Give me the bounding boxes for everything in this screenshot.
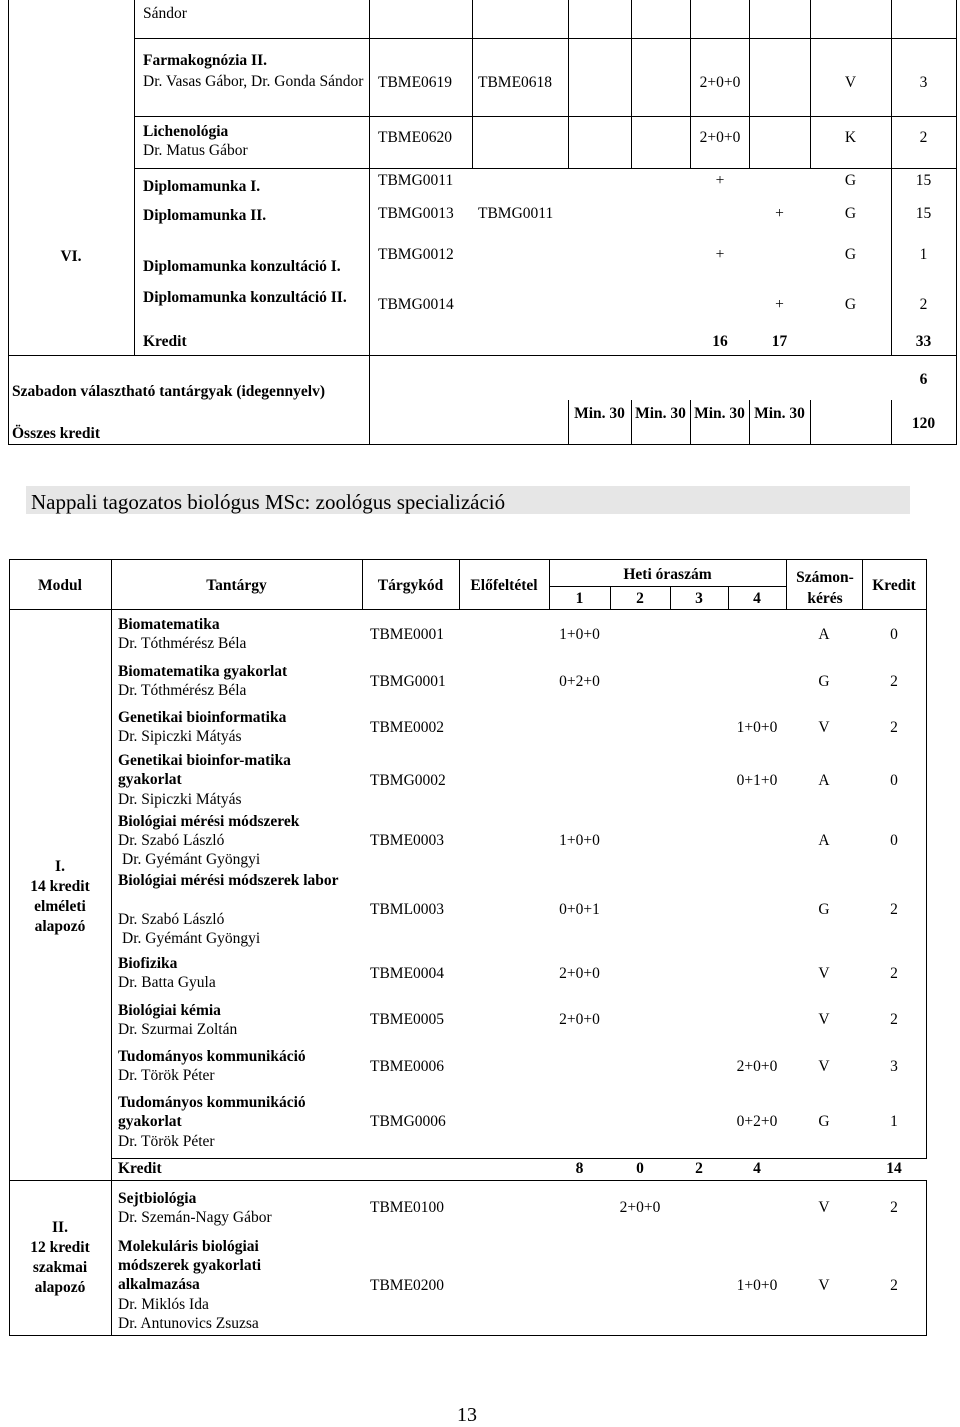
exam-type: G: [818, 1113, 830, 1130]
header-szamonkeres: Számon-kérés: [796, 569, 854, 607]
header-semester-4: 4: [753, 590, 761, 607]
exam-type: G: [818, 901, 830, 918]
subject-code: TBML0003: [370, 901, 445, 918]
min-credit: Min. 30: [754, 405, 805, 422]
subject-name: Biológiai mérési módszerek: [118, 813, 300, 830]
subject-name: Genetikai bioinformatika: [118, 709, 287, 726]
subject-code: TBME0006: [370, 1058, 445, 1075]
module-ii-number: II.: [52, 1219, 68, 1236]
free-electives-credit: 6: [919, 371, 928, 388]
subject-name: Biomatematika gyakorlat: [118, 663, 288, 680]
header-semester-2: 2: [636, 590, 644, 607]
weekly-hours: 1+0+0: [559, 626, 600, 643]
header-elofeltetel: Előfeltétel: [470, 577, 538, 594]
subject-teacher: Dr. Vasas Gábor, Dr. Gonda Sándor: [143, 73, 364, 90]
header-kredit: Kredit: [872, 577, 916, 594]
kredit-label: Kredit: [143, 333, 187, 350]
exam-type: G: [844, 172, 857, 189]
subject-code: TBME0002: [370, 719, 445, 736]
subject-code: TBME0005: [370, 1011, 445, 1028]
subject-code: TBMG0002: [370, 772, 446, 789]
page-number: 13: [457, 1404, 477, 1426]
subject-code: TBMG0006: [370, 1113, 446, 1130]
credit-value: 2: [919, 129, 928, 146]
exam-type: V: [818, 1277, 830, 1294]
credit-value: 2: [890, 965, 898, 982]
credit-value: 3: [890, 1058, 898, 1075]
subject-code: TBMG0013: [378, 205, 454, 222]
subject-name: Sejtbiológia: [118, 1190, 197, 1207]
header-tantargy: Tantárgy: [206, 577, 267, 594]
subject-code: TBME0001: [370, 626, 445, 643]
module-i-description: 14 kredit elméleti alapozó: [30, 878, 90, 935]
weekly-hours: 0+2+0: [736, 1113, 778, 1130]
subject-name: Diplomamunka konzultáció I.: [143, 258, 341, 275]
subject-code: TBMG0012: [378, 246, 454, 263]
credit-value: 0: [890, 626, 898, 643]
weekly-hours: 2+0+0: [559, 965, 600, 982]
credit-value: 2: [890, 719, 898, 736]
weekly-hours: 1+0+0: [736, 1277, 778, 1294]
weekly-hours: +: [715, 246, 725, 263]
credit-value: 1: [919, 246, 928, 263]
exam-type: V: [818, 719, 830, 736]
subject-teacher: Dr. Török Péter: [118, 1067, 215, 1084]
subject-name: Tudományos kommunikáció gyakorlat: [118, 1094, 306, 1130]
exam-type: V: [818, 965, 830, 982]
weekly-hours: 1+0+0: [736, 719, 778, 736]
exam-type: V: [818, 1011, 830, 1028]
exam-type: V: [844, 74, 857, 91]
subject-teacher: Dr. Szabó László: [118, 832, 225, 849]
exam-type: G: [844, 246, 857, 263]
subject-teacher: Dr. Matus Gábor: [143, 142, 248, 159]
subject-teacher: Dr. Batta Gyula: [118, 974, 216, 991]
subject-code: TBMG0001: [370, 673, 446, 690]
subject-name: Genetikai bioinfor-matika gyakorlat: [118, 752, 291, 788]
subject-code: TBMG0011: [378, 172, 454, 189]
kredit-sum: 2: [695, 1160, 703, 1177]
exam-type: V: [818, 1058, 830, 1075]
min-credit: Min. 30: [574, 405, 625, 422]
exam-type: V: [818, 1199, 830, 1216]
subject-name: Tudományos kommunikáció: [118, 1048, 306, 1065]
module-ii-description: 12 kredit szakmai alapozó: [30, 1239, 90, 1296]
subject-name: Biomatematika: [118, 616, 220, 633]
subject-teacher: Dr. Sipiczki Mátyás: [118, 728, 242, 745]
exam-type: G: [844, 205, 857, 222]
section-title: Nappali tagozatos biológus MSc: zoológus specializáció: [31, 490, 506, 514]
subject-name: Lichenológia: [143, 123, 229, 140]
credit-value: 2: [890, 901, 898, 918]
weekly-hours: 0+1+0: [736, 772, 778, 789]
header-semester-3: 3: [695, 590, 703, 607]
exam-type: A: [818, 626, 830, 643]
total-credit-value: 120: [911, 415, 936, 432]
weekly-hours: 0+0+1: [559, 901, 600, 918]
subject-name: Farmakognózia II.: [143, 52, 267, 69]
credit-value: 2: [919, 296, 928, 313]
credit-value: 3: [919, 74, 928, 91]
prerequisite: TBME0618: [478, 74, 553, 91]
weekly-hours: 2+0+0: [559, 1011, 600, 1028]
header-heti-oraszam: Heti óraszám: [623, 566, 712, 583]
subject-teacher: Dr. Tóthmérész Béla: [118, 682, 247, 699]
kredit-sum: 4: [753, 1160, 761, 1177]
subject-teacher: Dr. Gyémánt Gyöngyi: [122, 851, 261, 868]
free-electives-label: Szabadon választható tantárgyak (idegennyelv): [12, 383, 326, 400]
subject-teacher: Dr. Gyémánt Gyöngyi: [122, 930, 261, 947]
subject-code: TBME0620: [378, 129, 453, 146]
subject-code: TBMG0014: [378, 296, 454, 313]
kredit-label: Kredit: [118, 1160, 162, 1177]
subject-code: TBME0004: [370, 965, 445, 982]
min-credit: Min. 30: [635, 405, 686, 422]
weekly-hours: 1+0+0: [559, 832, 600, 849]
kredit-sum: 0: [636, 1160, 644, 1177]
credit-value: 15: [915, 172, 932, 189]
weekly-hours: 2+0+0: [699, 74, 741, 91]
weekly-hours: +: [775, 296, 784, 313]
credit-value: 0: [890, 832, 898, 849]
min-credit: Min. 30: [694, 405, 745, 422]
subject-teacher: Dr. Antunovics Zsuzsa: [118, 1315, 259, 1332]
first-row-text: Sándor: [143, 5, 187, 22]
weekly-hours: +: [715, 172, 725, 189]
header-targykod: Tárgykód: [377, 577, 444, 594]
subject-name: Molekuláris biológiai módszerek gyakorlati alkalmazása: [118, 1238, 262, 1293]
subject-code: TBME0619: [378, 74, 453, 91]
subject-name: Biológiai kémia: [118, 1002, 221, 1019]
subject-teacher: Dr. Szemán-Nagy Gábor: [118, 1209, 272, 1226]
exam-type: A: [818, 832, 830, 849]
credit-value: 2: [890, 673, 898, 690]
kredit-sum: 33: [915, 333, 932, 350]
header-modul: Modul: [38, 577, 82, 594]
subject-teacher: Dr. Szurmai Zoltán: [118, 1021, 238, 1038]
subject-code: TBME0003: [370, 832, 445, 849]
subject-teacher: Dr. Török Péter: [118, 1133, 215, 1150]
weekly-hours: 2+0+0: [736, 1058, 778, 1075]
subject-name: Biológiai mérési módszerek labor: [118, 872, 339, 889]
weekly-hours: 0+2+0: [559, 673, 600, 690]
weekly-hours: 2+0+0: [699, 129, 741, 146]
weekly-hours: +: [775, 205, 784, 222]
kredit-sum: 14: [886, 1160, 902, 1177]
subject-teacher: Dr. Sipiczki Mátyás: [118, 791, 242, 808]
total-credit-label: Összes kredit: [12, 425, 100, 442]
credit-value: 15: [915, 205, 932, 222]
kredit-sum: 17: [771, 333, 788, 350]
exam-type: K: [844, 129, 857, 146]
module-i-number: I.: [55, 858, 65, 875]
credit-value: 2: [890, 1277, 898, 1294]
module-label: VI.: [60, 248, 82, 265]
exam-type: G: [844, 296, 857, 313]
subject-name: Diplomamunka II.: [143, 207, 267, 224]
header-semester-1: 1: [575, 590, 584, 607]
weekly-hours: 2+0+0: [619, 1199, 661, 1216]
kredit-sum: 16: [712, 333, 728, 350]
credit-value: 0: [890, 772, 898, 789]
credit-value: 2: [890, 1011, 898, 1028]
exam-type: A: [818, 772, 830, 789]
subject-code: TBME0100: [370, 1199, 445, 1216]
credit-value: 1: [890, 1113, 898, 1130]
subject-teacher: Dr. Miklós Ida: [118, 1296, 209, 1313]
subject-code: TBME0200: [370, 1277, 445, 1294]
subject-name: Diplomamunka konzultáció II.: [143, 289, 347, 306]
subject-name: Diplomamunka I.: [143, 178, 261, 195]
subject-teacher: Dr. Tóthmérész Béla: [118, 635, 247, 652]
prerequisite: TBMG0011: [478, 205, 554, 222]
exam-type: G: [818, 673, 830, 690]
subject-teacher: Dr. Szabó László: [118, 911, 225, 928]
kredit-sum: 8: [575, 1160, 584, 1177]
subject-name: Biofizika: [118, 955, 178, 972]
credit-value: 2: [890, 1199, 898, 1216]
